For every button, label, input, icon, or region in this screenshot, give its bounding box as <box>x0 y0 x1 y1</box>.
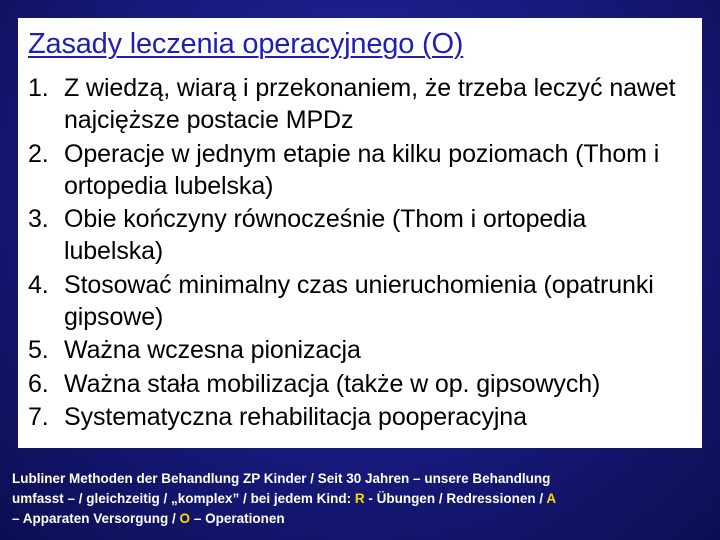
list-item <box>28 334 702 366</box>
list-item <box>28 72 702 136</box>
footer-text: – Operationen <box>190 511 285 526</box>
item-number: 7. <box>28 403 49 431</box>
item-number: 3. <box>28 205 49 233</box>
list-item <box>28 368 702 400</box>
content-panel <box>18 18 702 448</box>
item-number: 1. <box>28 74 49 102</box>
item-text: Z wiedzą, wiarą i przekonaniem, że trzeba leczyć nawet najcięższe postacie MPDz <box>64 74 676 134</box>
highlight-o: O <box>179 511 191 526</box>
list-item <box>28 203 702 267</box>
principles-list <box>28 72 702 433</box>
item-text: Ważna wczesna pionizacja <box>64 336 361 364</box>
footer-text: – Apparaten Versorgung / <box>12 511 180 526</box>
item-text: Obie kończyny równocześnie (Thom i ortopedia lubelska) <box>64 205 587 265</box>
item-number: 4. <box>28 270 49 299</box>
footer-caption <box>12 469 712 529</box>
item-text: Ważna stała mobilizacja (także w op. gipsowych) <box>64 369 601 398</box>
list-item <box>28 269 702 333</box>
footer-line-1: Lubliner Methoden der Behandlung ZP Kinder / Seit 30 Jahren – unsere Behandlung <box>12 471 551 486</box>
footer-text: umfasst – / gleichzeitig / „komplex” / bei jedem Kind: <box>12 491 355 506</box>
footer-text: - Übungen / Redressionen / <box>364 491 547 506</box>
footer-line-2 <box>12 489 712 509</box>
highlight-r: R <box>354 491 365 506</box>
list-item <box>28 401 702 433</box>
list-item <box>28 138 702 202</box>
slide-title: Zasady leczenia operacyjnego (O) <box>28 28 464 60</box>
item-number: 2. <box>28 139 49 168</box>
highlight-a: A <box>546 491 557 506</box>
item-number: 5. <box>28 336 49 364</box>
item-text: Operacje w jednym etapie na kilku poziomach (Thom i ortopedia lubelska) <box>64 139 660 200</box>
footer-line-3 <box>12 509 712 529</box>
item-text: Stosować minimalny czas unieruchomienia (opatrunki gipsowe) <box>64 270 654 331</box>
item-text: Systematyczna rehabilitacja pooperacyjna <box>64 403 527 431</box>
item-number: 6. <box>28 369 49 398</box>
